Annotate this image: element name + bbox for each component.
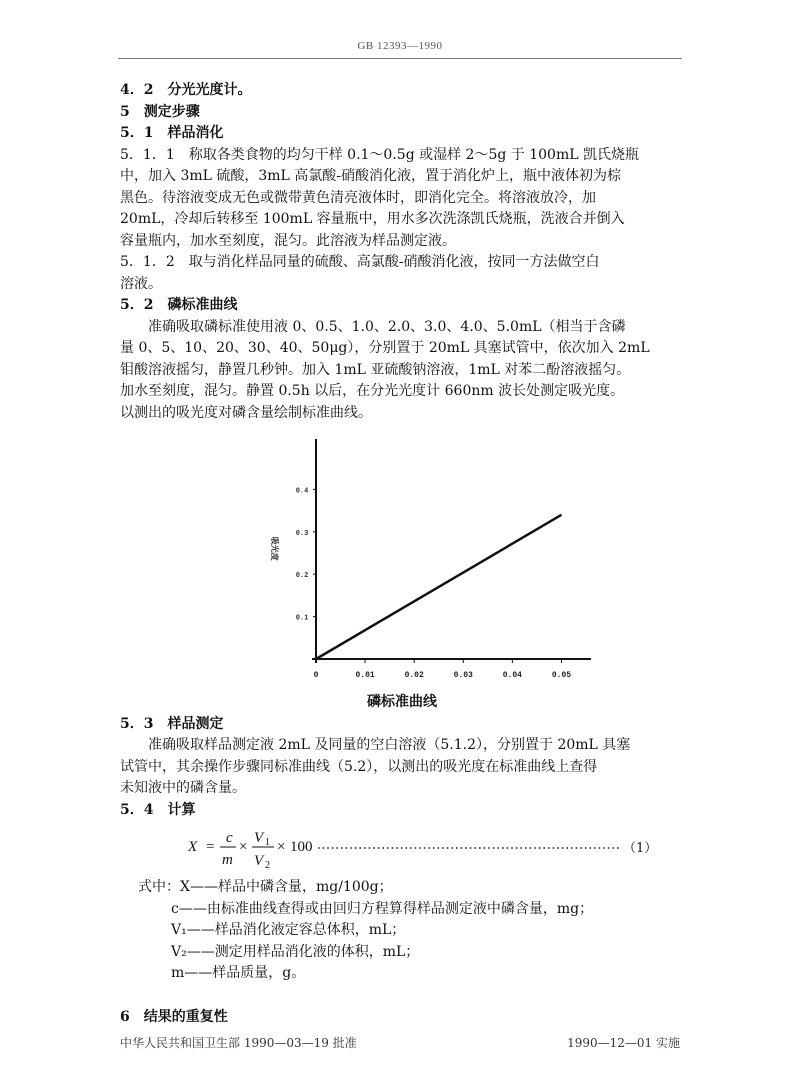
formula-factor: 100 bbox=[290, 839, 313, 855]
x-tick-label: 0.05 bbox=[551, 671, 572, 680]
x-tick-label: 0.01 bbox=[355, 671, 375, 680]
formula-1 bbox=[120, 821, 690, 873]
formula-v1: V bbox=[254, 830, 264, 846]
x-tick-label: 0.04 bbox=[502, 671, 522, 680]
chart-svg bbox=[120, 424, 690, 694]
section-5-1-2-paragraph bbox=[120, 252, 690, 295]
section-5-1-1-paragraph bbox=[120, 145, 690, 253]
paragraph-line: 溶液。 bbox=[120, 275, 162, 292]
section-5-3-heading: 5．3 样品测定 bbox=[120, 715, 224, 732]
formula-v1-subscript: 1 bbox=[265, 837, 270, 848]
formula-lhs: X bbox=[188, 839, 198, 855]
formula-m: m bbox=[222, 852, 233, 868]
spacer bbox=[120, 985, 690, 1007]
paragraph-line: 试管中，其余操作步骤同标准曲线（5.2），以测出的吸光度在标准曲线上查得 bbox=[120, 758, 598, 775]
x-tick-label: 0 bbox=[313, 671, 319, 680]
formula-v2: V bbox=[254, 853, 264, 869]
paragraph-line: 黑色。待溶液变成无色或微带黄色清亮液体时，即消化完全。将溶液放冷，加 bbox=[120, 189, 596, 206]
formula-times: × bbox=[277, 839, 286, 855]
section-5-3-paragraph bbox=[120, 735, 690, 800]
legend-item: m——样品质量，g。 bbox=[171, 965, 306, 981]
paragraph-line: 准确吸取磷标准使用液 0、0.5、1.0、2.0、3.0、4.0、5.0mL（相当于含磷 bbox=[148, 318, 626, 335]
legend-item bbox=[138, 877, 690, 899]
section-5-heading: 5 测定步骤 bbox=[120, 103, 200, 120]
paragraph-line: 量 0、5、10、20、30、40、50μg），分别置于 20mL 具塞试管中，依次加入 2mL bbox=[120, 340, 650, 356]
chart-caption: 磷标准曲线 bbox=[367, 694, 437, 710]
section-6-heading: 6 结果的重复性 bbox=[120, 1008, 228, 1025]
y-axis-label: 吸光度 bbox=[270, 536, 279, 561]
formula-times: × bbox=[239, 839, 248, 855]
paragraph-line: 5．1．2 取与消化样品同量的硫酸、高氯酸-硝酸消化液，按同一方法做空白 bbox=[120, 254, 600, 270]
y-tick-label: 0.3 bbox=[295, 529, 309, 538]
legend-item: V₂——测定用样品消化液的体积，mL； bbox=[171, 943, 420, 960]
formula-svg bbox=[180, 823, 680, 871]
paragraph-line: 容量瓶内，加水至刻度，混匀。此溶液为样品测定液。 bbox=[120, 232, 456, 249]
header-rule bbox=[118, 58, 682, 59]
legend-lead: 式中： bbox=[138, 879, 180, 895]
formula-legend bbox=[120, 877, 690, 985]
legend-text: X——样品中磷含量，mg/100g； bbox=[180, 879, 393, 895]
formula-c: c bbox=[226, 830, 233, 846]
phosphorus-standard-curve-chart bbox=[120, 424, 690, 694]
legend-item: V₁——样品消化液定容总体积，mL； bbox=[171, 922, 406, 938]
approval-note: 中华人民共和国卫生部 1990—03—19 批准 bbox=[120, 1036, 357, 1050]
implementation-date: 1990—12—01 实施 bbox=[567, 1036, 680, 1050]
legend-item: c——由标准曲线查得或由回归方程算得样品测定液中磷含量，mg； bbox=[171, 900, 594, 917]
section-5-2-paragraph bbox=[120, 317, 690, 425]
section-5-2-heading: 5．2 磷标准曲线 bbox=[120, 297, 238, 313]
paragraph-line: 以测出的吸光度对磷含量绘制标准曲线。 bbox=[120, 404, 372, 421]
paragraph-line: 5．1．1 称取各类食物的均匀干样 0.1～0.5g 或湿样 2～5g 于 100mL 凯氏烧瓶 bbox=[120, 146, 639, 163]
paragraph-line: 准确吸取样品测定液 2mL 及同量的空白溶液（5.1.2），分别置于 20mL 具塞 bbox=[148, 737, 631, 753]
x-tick-label: 0.02 bbox=[404, 671, 424, 680]
paragraph-line: 加水至刻度，混匀。静置 0.5h 以后，在分光光度计 660nm 波长处测定吸光度。 bbox=[120, 383, 625, 399]
paragraph-line: 钼酸溶液摇匀，静置几秒钟。加入 1mL 亚硫酸钠溶液，1mL 对苯二酚溶液摇匀。 bbox=[120, 361, 631, 378]
paragraph-line: 20mL，冷却后转移至 100mL 容量瓶中，用水多次洗涤凯氏烧瓶，洗液合并倒入 bbox=[120, 211, 625, 227]
y-tick-label: 0.1 bbox=[295, 614, 309, 623]
standard-curve-line bbox=[316, 515, 561, 659]
x-tick-label: 0.03 bbox=[453, 671, 473, 680]
formula-v2-subscript: 2 bbox=[265, 860, 270, 871]
paragraph-line: 中，加入 3mL 硫酸，3mL 高氯酸-硝酸消化液，置于消化炉上，瓶中液体初为棕 bbox=[120, 168, 622, 184]
paragraph-line: 未知液中的磷含量。 bbox=[120, 780, 246, 796]
section-4-2: 4．2 分光光度计。 bbox=[120, 82, 252, 98]
y-tick-label: 0.2 bbox=[295, 572, 309, 581]
formula-equals: = bbox=[206, 839, 215, 855]
standard-code-header: GB 12393—1990 bbox=[357, 40, 443, 52]
y-tick-label: 0.4 bbox=[295, 487, 309, 496]
section-5-1-heading: 5．1 样品消化 bbox=[120, 125, 224, 141]
section-5-4-heading: 5．4 计算 bbox=[120, 801, 196, 818]
document-body bbox=[120, 80, 690, 1028]
formula-number: （1） bbox=[623, 841, 658, 856]
